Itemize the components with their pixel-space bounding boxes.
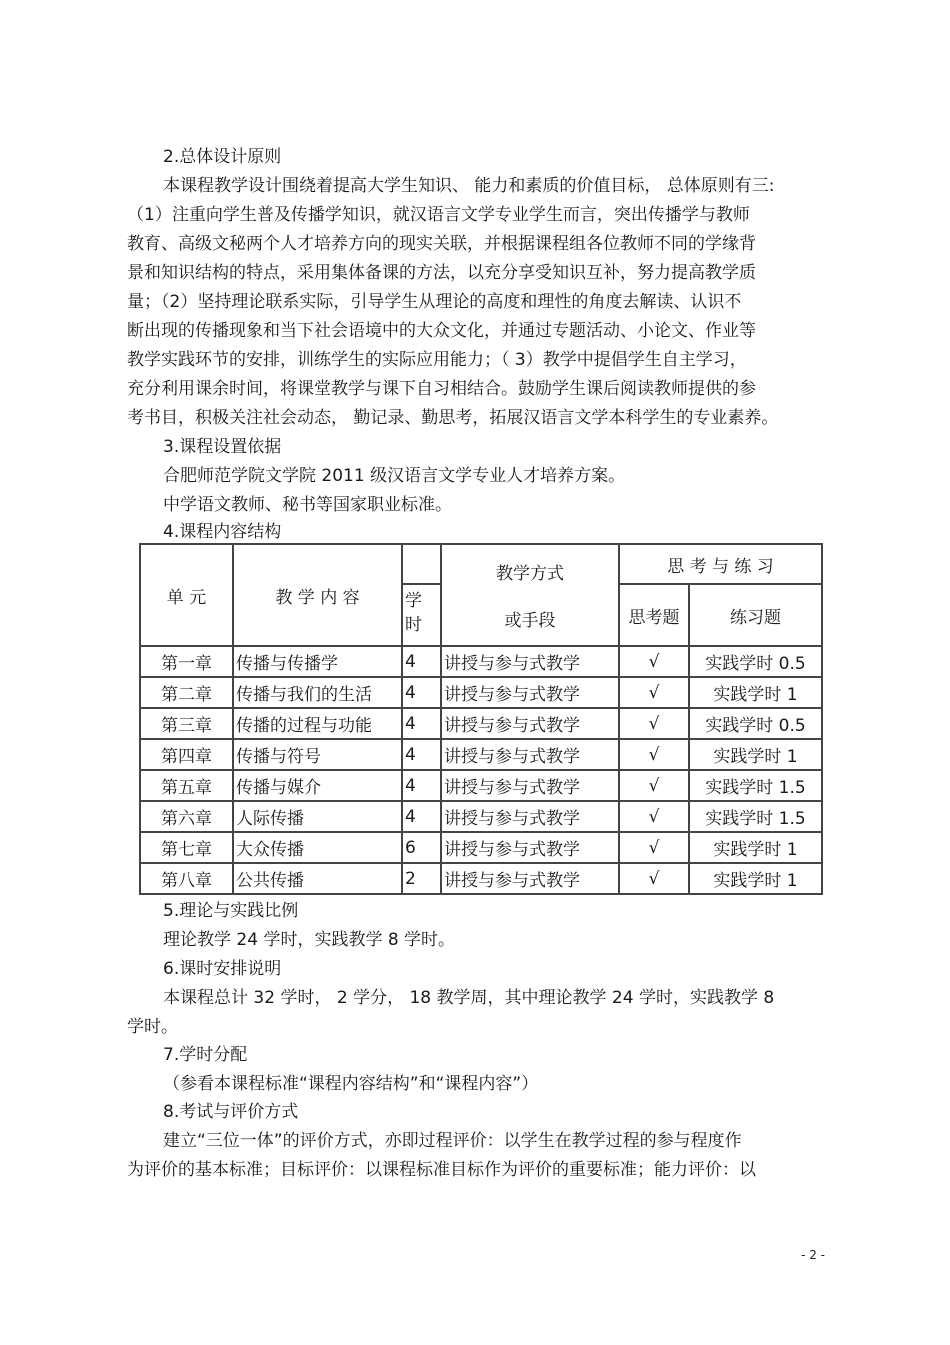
table-row xyxy=(140,770,822,801)
cell-unit: 第五章 xyxy=(140,770,233,801)
header-method-line1: 教学方式 xyxy=(496,564,564,584)
header-think-practice: 思 考 与 练 习 xyxy=(619,544,822,584)
table-row xyxy=(140,677,822,708)
table-row xyxy=(140,863,822,894)
cell-think: √ xyxy=(619,677,689,708)
cell-hours: 4 xyxy=(402,739,441,770)
cell-method: 讲授与参与式教学 xyxy=(441,739,619,770)
paragraph-line: 教学实践环节的安排，训练学生的实际应用能力；（ 3）教学中提倡学生自主学习， xyxy=(127,350,747,370)
section-2-title: 2.总体设计原则 xyxy=(163,147,282,167)
paragraph-line: 合肥师范学院文学院 2011 级汉语言文学专业人才培养方案。 xyxy=(163,466,626,486)
paragraph-line: （1）注重向学生普及传播学知识，就汉语言文学专业学生而言，突出传播学与教师 xyxy=(127,205,750,225)
cell-think: √ xyxy=(619,708,689,739)
header-method-line2: 或手段 xyxy=(504,611,556,631)
cell-think: √ xyxy=(619,646,689,677)
table-row xyxy=(140,708,822,739)
course-structure-table xyxy=(139,543,823,895)
table-row xyxy=(140,646,822,677)
cell-practice: 实践学时 1 xyxy=(689,863,822,894)
paragraph-line: （参看本课程标准“课程内容结构”和“课程内容”） xyxy=(163,1074,539,1094)
paragraph-line: 为评价的基本标准；目标评价：以课程标准目标作为评价的重要标准；能力评价：以 xyxy=(127,1160,756,1180)
cell-content: 大众传播 xyxy=(233,832,402,863)
cell-think: √ xyxy=(619,801,689,832)
cell-content: 传播与我们的生活 xyxy=(233,677,402,708)
cell-content: 公共传播 xyxy=(233,863,402,894)
section-8-title: 8.考试与评价方式 xyxy=(163,1102,299,1122)
cell-think: √ xyxy=(619,770,689,801)
header-hours-char1: 学 xyxy=(405,591,422,611)
cell-think: √ xyxy=(619,739,689,770)
cell-practice: 实践学时 1.5 xyxy=(689,770,822,801)
paragraph-line: 中学语文教师、秘书等国家职业标准。 xyxy=(163,495,452,515)
cell-content: 传播与传播学 xyxy=(233,646,402,677)
header-hours xyxy=(402,584,441,646)
cell-unit: 第四章 xyxy=(140,739,233,770)
header-unit: 单 元 xyxy=(140,544,233,646)
paragraph-line: 景和知识结构的特点，采用集体备课的方法，以充分享受知识互补，努力提高教学质 xyxy=(127,263,756,283)
table-row xyxy=(140,832,822,863)
cell-content: 传播的过程与功能 xyxy=(233,708,402,739)
cell-method: 讲授与参与式教学 xyxy=(441,863,619,894)
paragraph-line: 理论教学 24 学时，实践教学 8 学时。 xyxy=(163,930,456,950)
section-5-title: 5.理论与实践比例 xyxy=(163,901,299,921)
section-7-title: 7.学时分配 xyxy=(163,1045,248,1065)
cell-hours: 4 xyxy=(402,770,441,801)
paragraph-line: 充分利用课余时间，将课堂教学与课下自习相结合。鼓励学生课后阅读教师提供的参 xyxy=(127,379,756,399)
paragraph-line: 教育、高级文秘两个人才培养方向的现实关联，并根据课程组各位教师不同的学缘背 xyxy=(127,234,756,254)
table-row xyxy=(140,739,822,770)
section-3-title: 3.课程设置依据 xyxy=(163,437,282,457)
cell-unit: 第七章 xyxy=(140,832,233,863)
cell-method: 讲授与参与式教学 xyxy=(441,677,619,708)
cell-method: 讲授与参与式教学 xyxy=(441,770,619,801)
cell-unit: 第一章 xyxy=(140,646,233,677)
cell-unit: 第八章 xyxy=(140,863,233,894)
cell-think: √ xyxy=(619,863,689,894)
paragraph-line: 建立“三位一体”的评价方式，亦即过程评价：以学生在教学过程的参与程度作 xyxy=(163,1131,742,1151)
cell-hours: 4 xyxy=(402,677,441,708)
paragraph-line: 考书目，积极关注社会动态， 勤记录、勤思考，拓展汉语言文学本科学生的专业素养。 xyxy=(127,408,779,428)
header-practice: 练习题 xyxy=(689,584,822,646)
cell-method: 讲授与参与式教学 xyxy=(441,801,619,832)
cell-unit: 第三章 xyxy=(140,708,233,739)
cell-practice: 实践学时 0.5 xyxy=(689,646,822,677)
paragraph-line: 断出现的传播现象和当下社会语境中的大众文化，并通过专题活动、小论文、作业等 xyxy=(127,321,756,341)
cell-content: 传播与媒介 xyxy=(233,770,402,801)
paragraph-line: 量；（2）坚持理论联系实际，引导学生从理论的高度和理性的角度去解读、认识不 xyxy=(127,292,742,312)
cell-content: 传播与符号 xyxy=(233,739,402,770)
cell-practice: 实践学时 1.5 xyxy=(689,801,822,832)
section-4-title: 4.课程内容结构 xyxy=(163,522,282,542)
cell-unit: 第六章 xyxy=(140,801,233,832)
header-think: 思考题 xyxy=(619,584,689,646)
section-6-title: 6.课时安排说明 xyxy=(163,959,282,979)
cell-unit: 第二章 xyxy=(140,677,233,708)
header-method xyxy=(441,544,619,646)
header-content: 教 学 内 容 xyxy=(233,544,402,646)
paragraph-line: 本课程教学设计围绕着提高大学生知识、 能力和素质的价值目标， 总体原则有三: xyxy=(163,176,775,196)
header-hours-blank xyxy=(402,544,441,584)
cell-hours: 2 xyxy=(402,863,441,894)
cell-hours: 4 xyxy=(402,801,441,832)
cell-hours: 4 xyxy=(402,646,441,677)
cell-practice: 实践学时 0.5 xyxy=(689,708,822,739)
cell-content: 人际传播 xyxy=(233,801,402,832)
cell-practice: 实践学时 1 xyxy=(689,739,822,770)
cell-method: 讲授与参与式教学 xyxy=(441,646,619,677)
cell-method: 讲授与参与式教学 xyxy=(441,832,619,863)
page-number: - 2 - xyxy=(801,1248,825,1262)
cell-think: √ xyxy=(619,832,689,863)
cell-practice: 实践学时 1 xyxy=(689,832,822,863)
cell-method: 讲授与参与式教学 xyxy=(441,708,619,739)
cell-hours: 6 xyxy=(402,832,441,863)
cell-practice: 实践学时 1 xyxy=(689,677,822,708)
header-hours-char2: 时 xyxy=(405,615,422,635)
paragraph-line: 本课程总计 32 学时， 2 学分， 18 教学周，其中理论教学 24 学时，实践教学 8 xyxy=(163,988,775,1008)
cell-hours: 4 xyxy=(402,708,441,739)
table-row xyxy=(140,801,822,832)
paragraph-line: 学时。 xyxy=(127,1017,178,1037)
